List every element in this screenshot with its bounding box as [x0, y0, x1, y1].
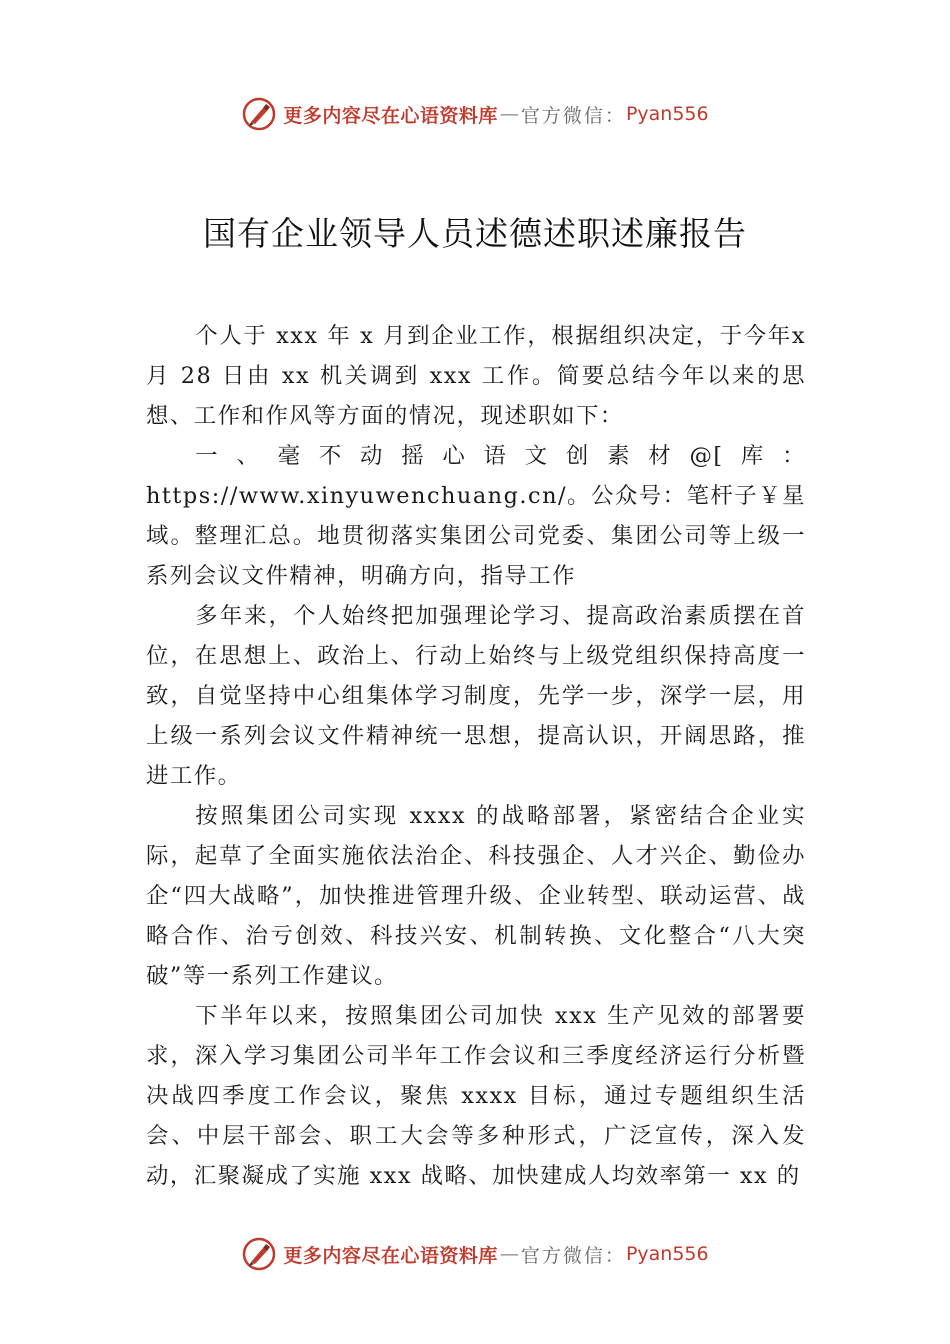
- header-watermark-banner: [0, 94, 950, 134]
- banner-wechat-label: 官方微信：: [520, 1244, 626, 1267]
- footer-watermark-banner: [0, 1234, 950, 1274]
- pen-logo-icon: [241, 1236, 277, 1272]
- banner-wechat-id: Pyan556: [625, 103, 709, 125]
- banner-wechat-id: Pyan556: [625, 1243, 709, 1265]
- banner-library-text: 更多内容尽在心语资料库: [283, 1244, 498, 1267]
- document-title: 国有企业领导人员述德述职述廉报告: [203, 214, 747, 253]
- document-body: [146, 316, 806, 1196]
- paragraph-1: 个人于 xxx 年 x 月到企业工作，根据组织决定，于今年x 月 28 日由 xx 机关调到 xxx 工作。简要总结今年以来的思想、工作和作风等方面的情况，现述职如下：: [146, 323, 806, 429]
- banner-library-text: 更多内容尽在心语资料库: [283, 104, 498, 127]
- paragraph-4: 按照集团公司实现 xxxx 的战略部署，紧密结合企业实际，起草了全面实施依法治企、科技强企、人才兴企、勤俭办企“四大战略”，加快推进管理升级、企业转型、联动运营、战略合作、治亏创效、科技兴安、机制转换、文化整合“八大突破”等一系列工作建议。: [146, 803, 806, 989]
- paragraph-2: 一、毫不动摇心语文创素材@[库：https://www.xinyuwenchuang.cn/。公众号：笔杆子￥星域。整理汇总。地贯彻落实集团公司党委、集团公司等上级一系列会议文件精神，明确方向，指导工作: [146, 443, 806, 589]
- paragraph-3: 多年来，个人始终把加强理论学习、提高政治素质摆在首位，在思想上、政治上、行动上始终与上级党组织保持高度一致，自觉坚持中心组集体学习制度，先学一步，深学一层，用上级一系列会议文件精神统一思想，提高认识，开阔思路，推进工作。: [146, 603, 806, 789]
- banner-dash: —: [499, 1243, 519, 1265]
- banner-wechat-label: 官方微信：: [520, 104, 626, 127]
- banner-dash: —: [499, 103, 519, 125]
- pen-logo-icon: [241, 96, 277, 132]
- paragraph-5: 下半年以来，按照集团公司加快 xxx 生产见效的部署要求，深入学习集团公司半年工作会议和三季度经济运行分析暨决战四季度工作会议，聚焦 xxxx 目标，通过专题组织生活会、中层干部会、职工大会等多种形式，广泛宣传，深入发动，汇聚凝成了实施 xxx 战略、加快建成人均效率第一 xx 的: [146, 1003, 806, 1189]
